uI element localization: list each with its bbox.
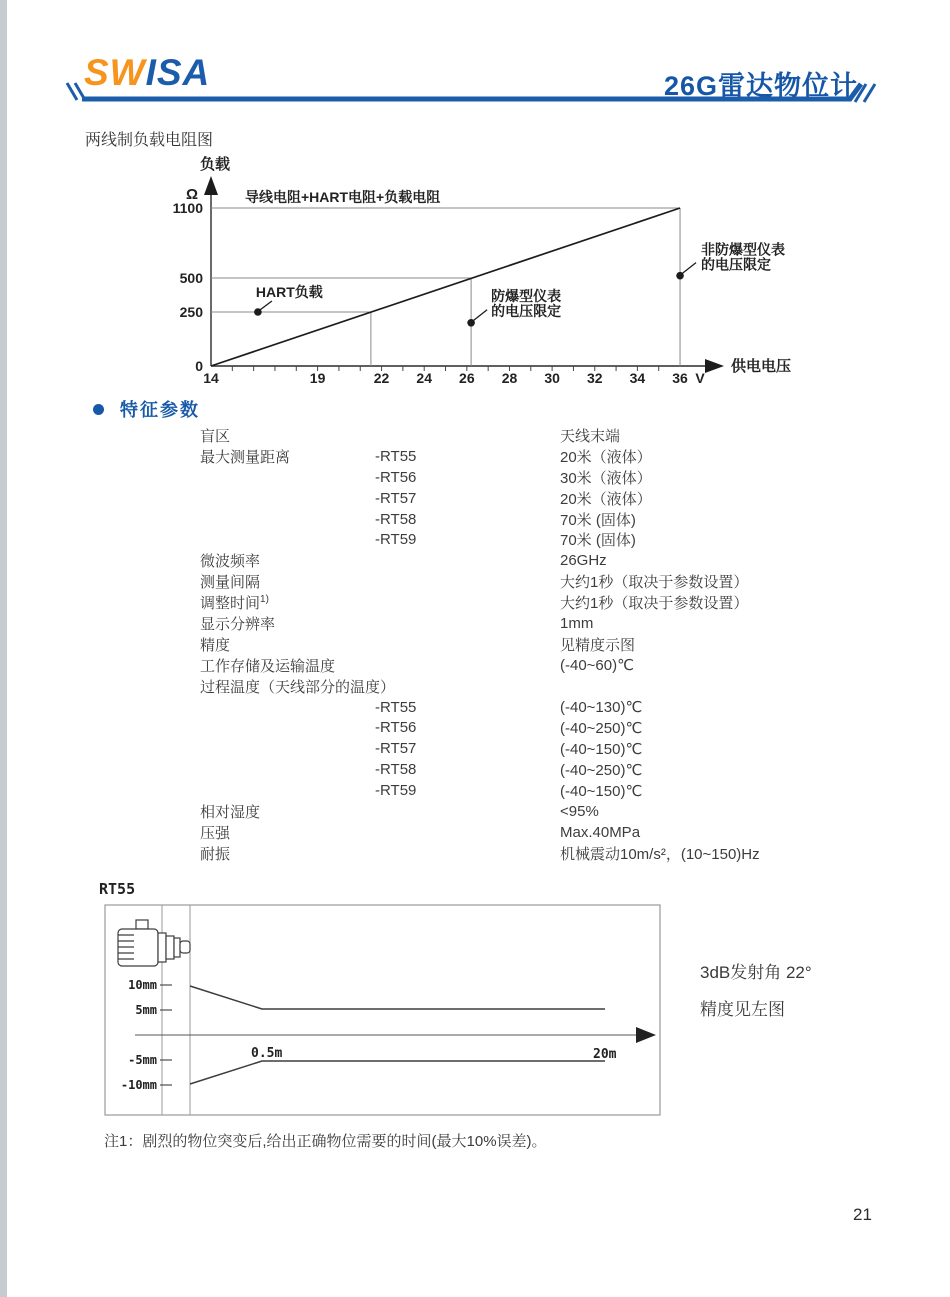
spec-value: 大约1秒（取决于参数设置） xyxy=(560,595,749,613)
brand-logo: SWISA xyxy=(84,52,211,93)
y-tick-label: -5mm xyxy=(128,1053,157,1067)
x-tick-label: 30 xyxy=(544,370,560,386)
spec-row xyxy=(200,571,760,592)
spec-value: (-40~250)℃ xyxy=(560,719,643,737)
header-bar xyxy=(82,84,861,99)
x-tick-label: 32 xyxy=(586,370,603,386)
y-tick-label: 250 xyxy=(179,304,203,320)
x-tick-label: 34 xyxy=(629,370,646,386)
spec-row xyxy=(200,613,760,634)
figure-border xyxy=(105,905,660,1115)
spec-variant: -RT57 xyxy=(375,740,417,758)
spec-variant: -RT57 xyxy=(375,489,417,507)
spec-variant: -RT59 xyxy=(375,782,417,800)
spec-variant: -RT56 xyxy=(375,468,417,486)
spec-row xyxy=(200,446,760,467)
series-name-label: 导线电阻+HART电阻+负载电阻 xyxy=(245,189,441,205)
y-tick-label: 5mm xyxy=(135,1003,157,1017)
x-tick-label: 24 xyxy=(416,370,432,386)
spec-label: 过程温度（天线部分的温度） xyxy=(200,678,396,696)
spec-row xyxy=(200,780,760,801)
annotation-label: 的电压限定 xyxy=(491,302,562,319)
x-axis-arrow-icon xyxy=(705,359,724,373)
section-title: 特征参数 xyxy=(120,400,200,420)
page-title: 26G雷达物位计 xyxy=(663,71,858,101)
spec-value: 天线末端 xyxy=(560,427,621,445)
spec-row xyxy=(200,488,760,509)
annotation-leader xyxy=(260,301,272,310)
y-axis-unit: Ω xyxy=(186,186,199,203)
x-label-far: 20m xyxy=(593,1047,617,1062)
beam-angle-note: 3dB发射角 22° xyxy=(700,963,812,982)
y-tick-label: 500 xyxy=(179,270,203,286)
y-axis-arrow-icon xyxy=(204,176,218,195)
x-tick-label: 14 xyxy=(203,370,219,386)
spec-label: 调整时间$^{1)}$ xyxy=(200,594,269,613)
annotation-leader xyxy=(682,263,696,274)
spec-variant: -RT58 xyxy=(375,761,417,779)
y-axis-title: 负载 xyxy=(200,156,231,173)
spec-row xyxy=(200,529,760,550)
page-edge-shadow xyxy=(0,0,7,1297)
spec-value: (-40~130)℃ xyxy=(560,699,643,717)
spec-row xyxy=(200,655,760,676)
spec-row xyxy=(200,634,760,655)
spec-variant: -RT55 xyxy=(375,698,417,716)
spec-row xyxy=(200,822,760,843)
spec-row xyxy=(200,843,760,864)
bullet-icon xyxy=(93,404,104,415)
spec-value: 见精度示图 xyxy=(560,636,636,654)
figure2-title: RT55 xyxy=(99,880,136,898)
x-tick-label: 36 xyxy=(672,370,688,386)
spec-variant: -RT56 xyxy=(375,719,417,737)
spec-label: 最大测量距离 xyxy=(200,448,291,466)
spec-row xyxy=(200,467,760,488)
spec-value: 机械震动10m/s²，(10~150)Hz xyxy=(560,845,760,863)
x-unit-label: V xyxy=(695,370,705,386)
annotation-label: 防爆型仪表 xyxy=(491,287,562,304)
x-tick-label: 19 xyxy=(309,370,326,386)
spec-row xyxy=(200,509,760,530)
spec-label: 耐振 xyxy=(200,845,231,863)
spec-row xyxy=(200,676,760,697)
spec-row xyxy=(200,717,760,738)
y-tick-label: 0 xyxy=(195,358,203,374)
spec-label: 测量间隔 xyxy=(200,574,261,592)
spec-value: 70米 (固体) xyxy=(560,532,636,550)
load-resistance-chart xyxy=(150,150,810,400)
radar-sensor-icon xyxy=(118,920,190,966)
spec-value: 20米（液体） xyxy=(560,448,652,466)
spec-value: 70米 (固体) xyxy=(560,511,636,529)
spec-variant: -RT58 xyxy=(375,510,417,528)
x-tick-label: 22 xyxy=(373,370,390,386)
annotation-leader xyxy=(473,310,487,321)
spec-row xyxy=(200,801,760,822)
y-tick-label: 1100 xyxy=(172,200,203,216)
spec-value: (-40~150)℃ xyxy=(560,782,643,800)
page-number: 21 xyxy=(853,1205,872,1224)
spec-row xyxy=(200,550,760,571)
spec-table xyxy=(200,425,760,864)
y-tick-label: -10mm xyxy=(120,1078,157,1092)
spec-variant: -RT59 xyxy=(375,531,417,549)
figure1-caption: 两线制负载电阻图 xyxy=(85,132,214,149)
spec-label: 精度 xyxy=(200,636,231,654)
footnote: 注1：剧烈的物位突变后,给出正确物位需要的时间(最大10%误差)。 xyxy=(104,1133,547,1150)
spec-value: 1mm xyxy=(560,614,594,632)
spec-value: 30米（液体） xyxy=(560,469,652,487)
distance-axis-arrow-icon xyxy=(636,1027,656,1043)
accuracy-note: 精度见左图 xyxy=(700,1000,785,1019)
spec-label: 微波频率 xyxy=(200,553,261,571)
annotation-label: HART负载 xyxy=(255,284,323,300)
annotation-label: 的电压限定 xyxy=(701,256,772,273)
spec-value: (-40~250)℃ xyxy=(560,761,643,779)
header-rule xyxy=(55,75,895,115)
spec-value: Max.40MPa xyxy=(560,823,641,841)
accuracy-upper-line xyxy=(190,986,605,1009)
spec-row xyxy=(200,425,760,446)
spec-value: <95% xyxy=(560,802,599,820)
x-tick-label: 26 xyxy=(459,370,475,386)
x-axis-title: 供电电压 xyxy=(731,358,792,375)
spec-row xyxy=(200,759,760,780)
spec-value: 大约1秒（取决于参数设置） xyxy=(560,574,749,592)
annotation-label: 非防爆型仪表 xyxy=(701,241,786,258)
spec-label: 工作存储及运输温度 xyxy=(200,657,336,675)
spec-table-rows xyxy=(200,425,760,864)
spec-row xyxy=(200,697,760,718)
spec-value: 20米（液体） xyxy=(560,490,652,508)
spec-value: 26GHz xyxy=(560,552,607,570)
spec-row xyxy=(200,738,760,759)
x-label-near: 0.5m xyxy=(251,1046,283,1061)
y-tick-label: 10mm xyxy=(128,978,157,992)
x-tick-label: 28 xyxy=(501,370,518,386)
spec-value: (-40~150)℃ xyxy=(560,740,643,758)
spec-value: (-40~60)℃ xyxy=(560,657,634,675)
spec-row xyxy=(200,592,760,613)
spec-label: 盲区 xyxy=(200,427,231,445)
spec-label: 压强 xyxy=(200,824,231,842)
spec-label: 相对湿度 xyxy=(200,803,261,821)
load-chart-plot xyxy=(173,200,785,386)
accuracy-lower-line xyxy=(190,1061,605,1084)
spec-label: 显示分辨率 xyxy=(200,615,276,633)
spec-variant: -RT55 xyxy=(375,447,417,465)
